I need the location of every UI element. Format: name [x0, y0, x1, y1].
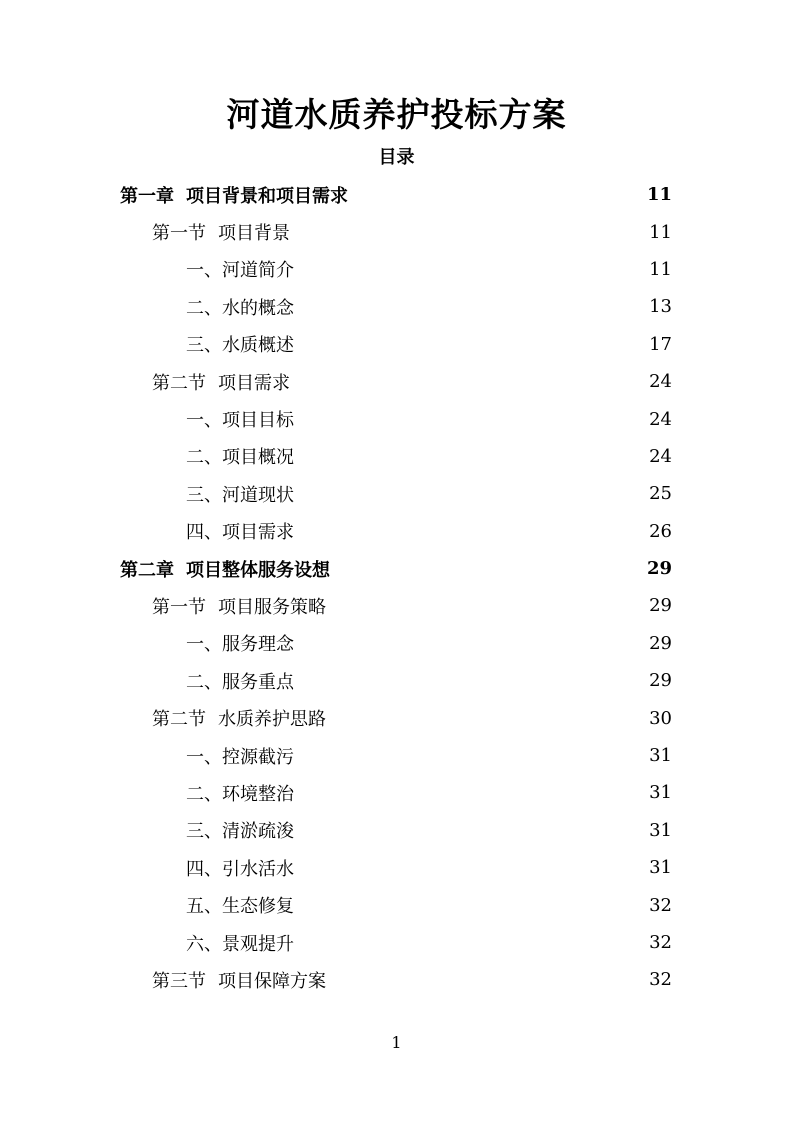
dot-leader [352, 186, 643, 204]
toc-entry-number: 第二节 [152, 372, 206, 394]
toc-entry-number: 第一节 [152, 223, 206, 245]
toc-entry-page: 29 [649, 670, 672, 692]
toc-entry-page: 32 [649, 969, 672, 991]
toc-entry-number: 四、 [186, 522, 222, 544]
toc-section-entry[interactable] [0, 213, 793, 250]
toc-entry-title: 项目背景和项目需求 [186, 185, 348, 207]
toc-entry-number: 二、 [186, 297, 222, 319]
toc-entry-number: 二、 [186, 447, 222, 469]
toc-subsection-entry[interactable] [0, 924, 793, 961]
toc-entry-number: 二、 [186, 783, 222, 805]
toc-entry-number: 一、 [186, 634, 222, 656]
dot-leader [334, 560, 643, 578]
toc-entry-title: 项目需求 [222, 522, 294, 544]
toc-entry-page: 11 [649, 258, 672, 280]
toc-entry-page: 32 [649, 932, 672, 953]
toc-entry-number: 一、 [186, 746, 222, 768]
toc-entry-page: 32 [649, 894, 672, 916]
dot-leader [298, 784, 645, 802]
toc-entry-number: 一、 [186, 410, 222, 432]
toc-entry-number: 第一节 [152, 596, 206, 618]
dot-leader [298, 896, 645, 914]
toc-chapter-entry[interactable] [0, 550, 793, 587]
toc-section-entry[interactable] [0, 587, 793, 624]
toc-entry-page: 13 [649, 296, 672, 318]
toc-subsection-entry[interactable] [0, 400, 793, 437]
dot-leader [294, 373, 645, 391]
dot-leader [298, 522, 645, 540]
toc-entry-number: 五、 [186, 896, 222, 918]
toc-entry-title: 项目整体服务设想 [186, 559, 330, 581]
dot-leader [298, 335, 645, 353]
toc-entry-number: 一、 [186, 260, 222, 282]
toc-subsection-entry[interactable] [0, 849, 793, 886]
toc-entry-page: 29 [649, 632, 672, 654]
toc-subsection-entry[interactable] [0, 662, 793, 699]
toc-subsection-entry[interactable] [0, 288, 793, 325]
dot-leader [298, 672, 645, 690]
toc-entry-page: 29 [649, 595, 672, 617]
toc-entry-title: 环境整治 [222, 783, 294, 805]
toc-entry-number: 六、 [186, 933, 222, 955]
toc-entry-page: 17 [649, 333, 672, 355]
dot-leader [298, 260, 645, 278]
toc-entry-number: 四、 [186, 858, 222, 880]
toc-subsection-entry[interactable] [0, 737, 793, 774]
toc-subsection-entry[interactable] [0, 774, 793, 811]
toc-entry-page: 24 [649, 445, 672, 467]
toc-entry-page: 26 [649, 520, 672, 542]
toc-entry-title: 引水活水 [222, 858, 294, 880]
toc-subsection-entry[interactable] [0, 326, 793, 363]
toc-entry-page: 29 [646, 558, 672, 580]
toc-entry-page: 25 [649, 483, 672, 505]
toc-entry-title: 控源截污 [222, 746, 294, 768]
toc-entry-title: 景观提升 [222, 933, 294, 955]
toc-entry-page: 24 [649, 371, 672, 393]
toc-entry-title: 项目保障方案 [218, 970, 326, 992]
toc-entry-title: 水质养护思路 [218, 709, 326, 731]
dot-leader [298, 410, 645, 428]
dot-leader [298, 747, 645, 765]
toc-entry-number: 第二节 [152, 709, 206, 731]
dot-leader [298, 934, 645, 952]
toc-entry-title: 水的概念 [222, 297, 294, 319]
table-of-contents [0, 176, 793, 999]
toc-entry-title: 项目概况 [222, 447, 294, 469]
toc-entry-number: 第三节 [152, 970, 206, 992]
page-number: 1 [391, 1033, 402, 1052]
toc-entry-number: 第一章 [120, 185, 174, 207]
toc-entry-page: 30 [649, 707, 672, 729]
dot-leader [298, 859, 645, 877]
toc-entry-page: 31 [649, 857, 672, 879]
toc-entry-title: 河道简介 [222, 260, 294, 282]
toc-entry-title: 项目目标 [222, 410, 294, 432]
toc-entry-page: 31 [649, 745, 672, 767]
toc-entry-title: 服务理念 [222, 634, 294, 656]
toc-chapter-entry[interactable] [0, 176, 793, 213]
toc-section-entry[interactable] [0, 961, 793, 998]
toc-subsection-entry[interactable] [0, 812, 793, 849]
toc-subsection-entry[interactable] [0, 438, 793, 475]
toc-section-entry[interactable] [0, 699, 793, 736]
toc-entry-title: 水质概述 [222, 335, 294, 357]
toc-entry-page: 31 [649, 782, 672, 804]
toc-entry-number: 三、 [186, 484, 222, 506]
toc-section-entry[interactable] [0, 363, 793, 400]
toc-entry-title: 清淤疏浚 [222, 821, 294, 843]
toc-entry-title: 生态修复 [222, 896, 294, 918]
toc-entry-number: 三、 [186, 335, 222, 357]
toc-subsection-entry[interactable] [0, 251, 793, 288]
toc-entry-page: 11 [646, 184, 672, 206]
dot-leader [330, 971, 645, 989]
dot-leader [330, 709, 645, 727]
toc-entry-page: 11 [649, 221, 672, 243]
toc-entry-number: 第二章 [120, 559, 174, 581]
dot-leader [298, 634, 645, 652]
toc-entry-number: 二、 [186, 671, 222, 693]
toc-subsection-entry[interactable] [0, 625, 793, 662]
document-title: 河道水质养护投标方案 [226, 95, 567, 134]
toc-subsection-entry[interactable] [0, 513, 793, 550]
toc-subsection-entry[interactable] [0, 475, 793, 512]
toc-heading: 目录 [378, 147, 415, 168]
toc-entry-number: 三、 [186, 821, 222, 843]
toc-subsection-entry[interactable] [0, 886, 793, 923]
dot-leader [298, 447, 645, 465]
toc-entry-title: 项目服务策略 [218, 596, 326, 618]
toc-entry-page: 24 [649, 408, 672, 430]
dot-leader [298, 821, 645, 839]
dot-leader [298, 485, 645, 503]
toc-entry-title: 服务重点 [222, 671, 294, 693]
toc-entry-title: 项目背景 [218, 223, 290, 245]
toc-entry-page: 31 [649, 819, 672, 841]
toc-entry-title: 项目需求 [218, 372, 290, 394]
dot-leader [330, 597, 645, 615]
dot-leader [294, 223, 645, 241]
toc-entry-title: 河道现状 [222, 484, 294, 506]
dot-leader [298, 298, 645, 316]
